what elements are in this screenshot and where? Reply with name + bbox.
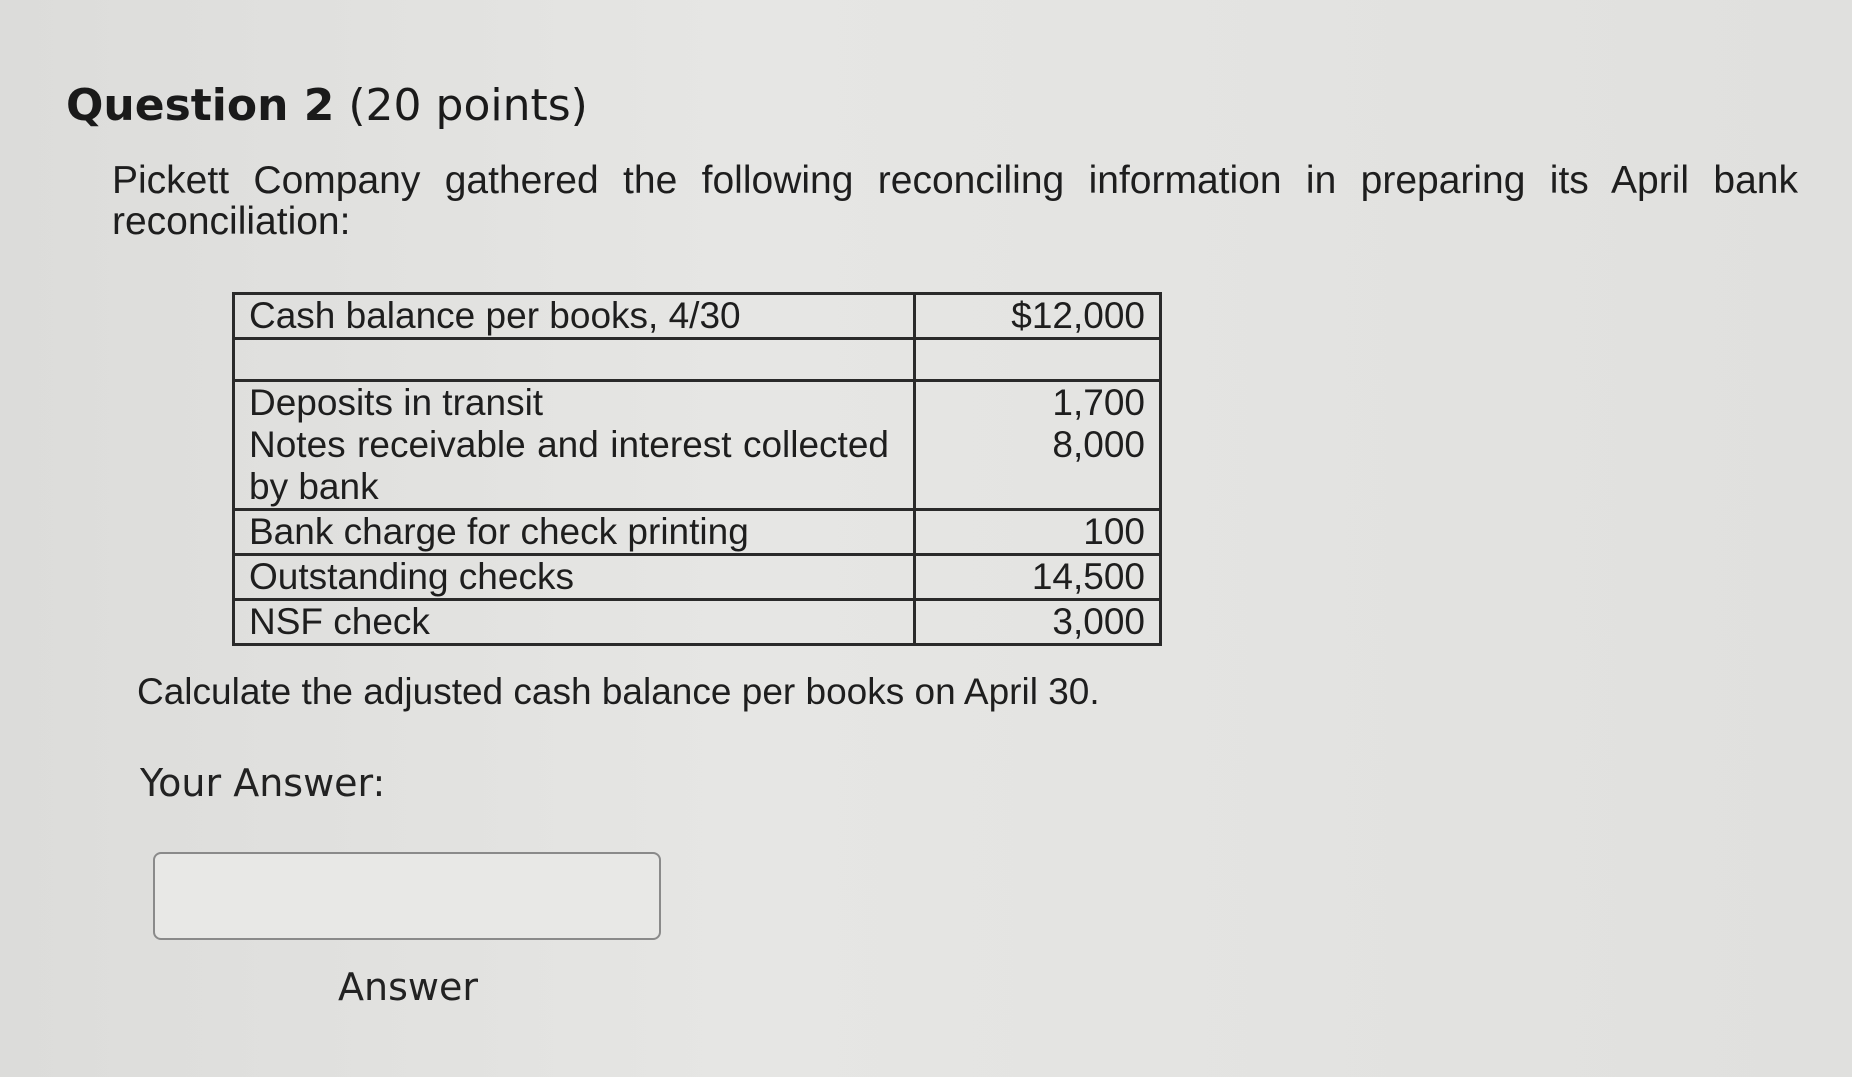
question-intro-text: Pickett Company gathered the following reconciling information in preparing its April bank reconciliation: bbox=[112, 159, 1798, 243]
table-row bbox=[234, 294, 1161, 339]
row-amount bbox=[915, 339, 1161, 381]
row-amount: 3,000 bbox=[915, 600, 1161, 645]
question-points: (20 points) bbox=[348, 80, 588, 131]
table-row-empty bbox=[234, 339, 1161, 381]
table-row bbox=[234, 510, 1161, 555]
row-label: Outstanding checks bbox=[234, 555, 915, 600]
row-label: Cash balance per books, 4/30 bbox=[234, 294, 915, 339]
question-number: Question 2 bbox=[66, 80, 335, 131]
row-label: NSF check bbox=[234, 600, 915, 645]
row-amount: 14,500 bbox=[915, 555, 1161, 600]
answer-input[interactable] bbox=[153, 852, 661, 940]
row-amount-line: 8,000 bbox=[1052, 424, 1145, 465]
reconciling-info-table bbox=[232, 292, 1162, 646]
table-row bbox=[234, 555, 1161, 600]
row-amount-line: 1,700 bbox=[1052, 382, 1145, 423]
row-label-line: Notes receivable and interest collected by bank bbox=[249, 424, 889, 507]
row-amount bbox=[915, 381, 1161, 510]
table-row bbox=[234, 600, 1161, 645]
row-amount: 100 bbox=[915, 510, 1161, 555]
question-title bbox=[66, 80, 588, 132]
row-label: Bank charge for check printing bbox=[234, 510, 915, 555]
row-label-line: Deposits in transit bbox=[249, 382, 544, 423]
question-prompt: Calculate the adjusted cash balance per books on April 30. bbox=[137, 671, 1100, 712]
table-row bbox=[234, 381, 1161, 510]
row-label bbox=[234, 381, 915, 510]
row-amount: $12,000 bbox=[915, 294, 1161, 339]
row-label bbox=[234, 339, 915, 381]
your-answer-heading: Your Answer: bbox=[140, 761, 386, 805]
answer-caption: Answer bbox=[338, 965, 478, 1009]
